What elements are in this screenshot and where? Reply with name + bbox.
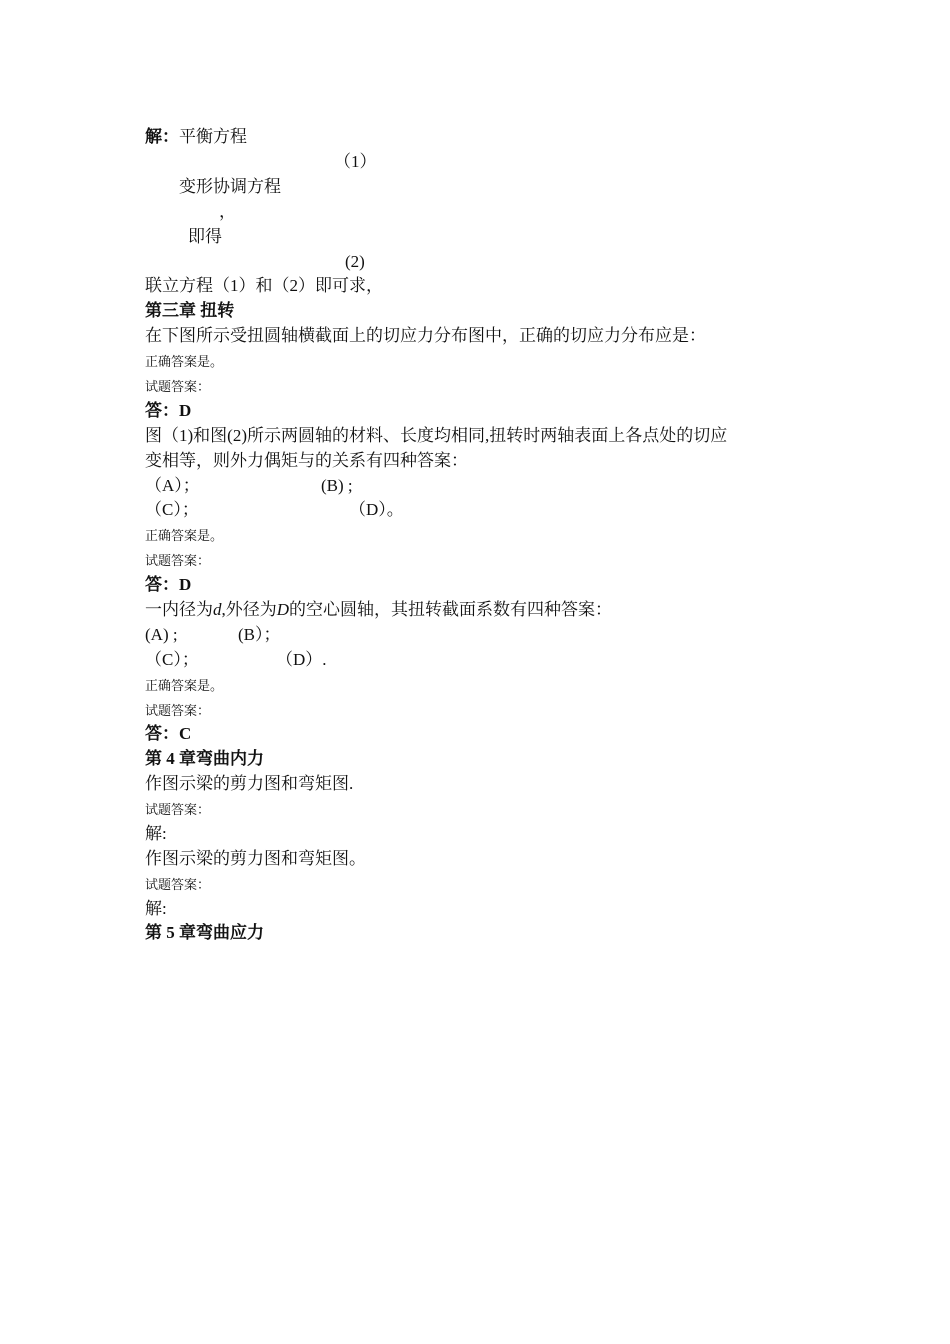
deformation-equation-text: 变形协调方程: [179, 177, 281, 196]
chapter-3-title: 第三章 扭转: [145, 301, 235, 320]
ch3-q2-text-line1: 图（1)和图(2)所示两圆轴的材料、长度均相同,扭转时两轴表面上各点处的切应: [145, 426, 728, 445]
outer-diameter-symbol: D: [276, 600, 290, 619]
ch3-q2-answer: 答：D: [145, 575, 192, 594]
ch3-q1-answer: 答：D: [145, 401, 192, 420]
ch3-q1-correct: 正确答案是。: [145, 354, 224, 369]
therefore-text: 即得: [188, 227, 222, 246]
equation-1-number: （1）: [334, 152, 377, 171]
inner-diameter-symbol: d: [213, 600, 222, 619]
ch3-q3-correct: 正确答案是。: [145, 678, 224, 693]
ch3-q3-option-c: （C）；: [145, 650, 199, 669]
ch3-q2-option-c: （C）；: [145, 500, 199, 519]
solution-line: [145, 127, 247, 147]
ch3-q3-text-part1: 一内径为: [145, 600, 213, 619]
solution-label: 解: [145, 127, 162, 146]
ch3-q1-answer-label: 试题答案：: [145, 379, 211, 394]
solve-conclusion: 联立方程（1）和（2）即可求，: [145, 276, 383, 295]
ch4-q2-answer: 解:: [145, 899, 167, 918]
equation-2-number: (2): [345, 252, 365, 271]
ch3-q2-option-b: (B) ;: [321, 476, 353, 495]
ch4-q2-text: 作图示梁的剪力图和弯矩图。: [145, 849, 366, 868]
ch4-q1-answer-label: 试题答案：: [145, 802, 211, 817]
ch3-q1-text: 在下图所示受扭圆轴横截面上的切应力分布图中，正确的切应力分布应是：: [145, 326, 706, 345]
solution-colon: ：: [162, 127, 179, 146]
ch4-q1-text: 作图示梁的剪力图和弯矩图.: [145, 774, 354, 793]
comma-mark: ，: [219, 202, 236, 221]
ch3-q3-option-a: (A) ;: [145, 625, 178, 644]
ch3-q3-answer: 答：C: [145, 724, 192, 743]
ch3-q2-option-a: （A）；: [145, 476, 200, 495]
ch3-q3-text-part3: 的空心圆轴，其扭转截面系数有四种答案：: [289, 600, 613, 619]
ch3-q2-correct: 正确答案是。: [145, 528, 224, 543]
ch3-q2-text-line2: 变相等，则外力偶矩与的关系有四种答案：: [145, 451, 468, 470]
ch3-q2-option-d: （D）。: [349, 500, 404, 519]
ch3-q2-answer-label: 试题答案：: [145, 553, 211, 568]
ch3-q3-text: [145, 600, 612, 620]
ch3-q3-option-b: (B）；: [238, 625, 281, 644]
equilibrium-equation-text: 平衡方程: [179, 127, 247, 146]
chapter-4-title: 第 4 章弯曲内力: [145, 749, 264, 768]
ch3-q3-option-d: （D）.: [276, 650, 327, 669]
ch4-q1-answer: 解:: [145, 824, 167, 843]
ch4-q2-answer-label: 试题答案：: [145, 877, 211, 892]
ch3-q3-answer-label: 试题答案：: [145, 703, 211, 718]
chapter-5-title: 第 5 章弯曲应力: [145, 923, 264, 942]
ch3-q3-text-part2: ,外径为: [221, 600, 277, 619]
